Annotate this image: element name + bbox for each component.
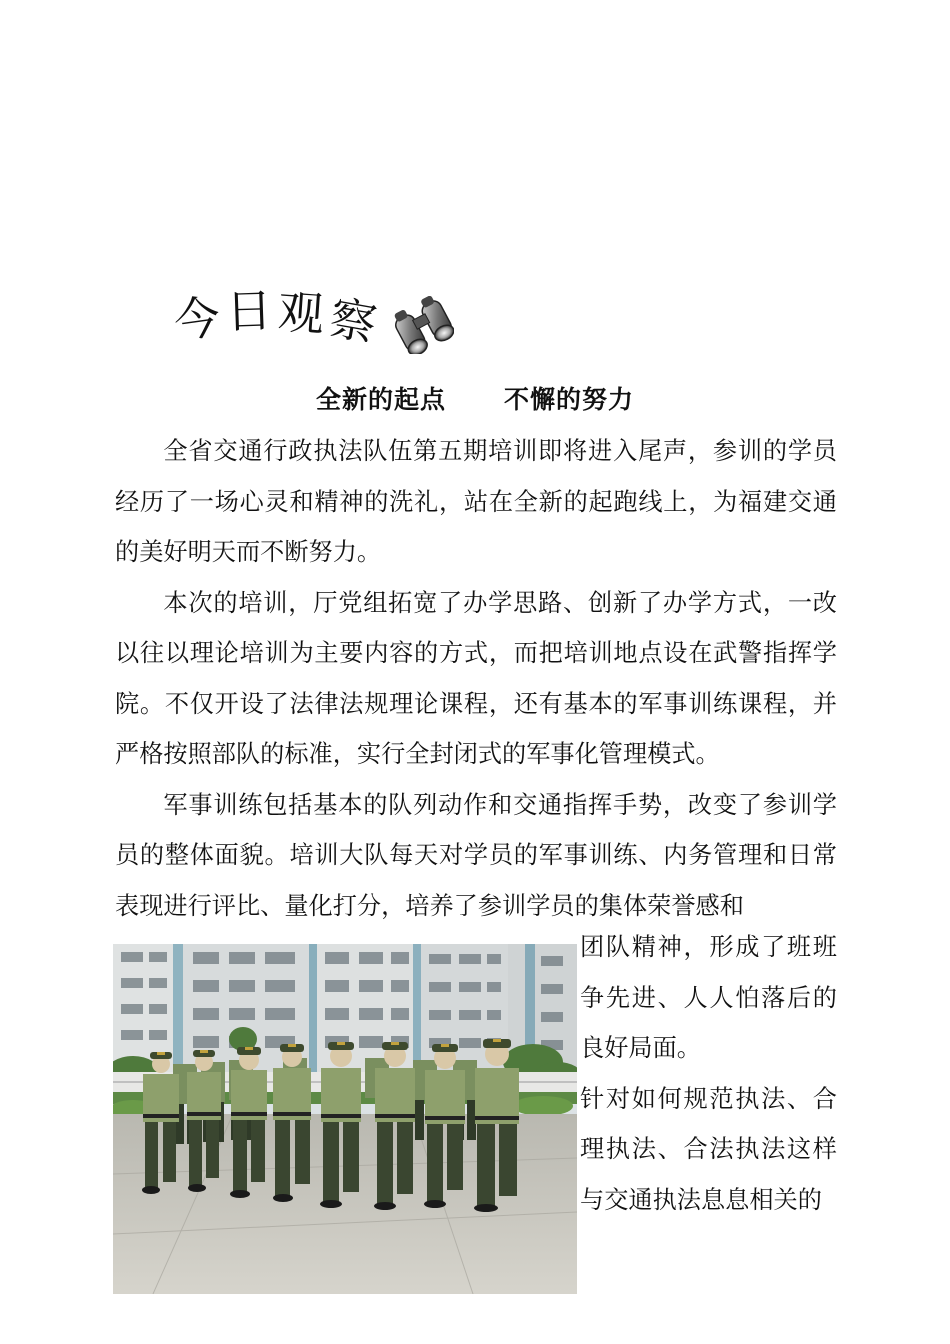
- article-paragraph: 军事训练包括基本的队列动作和交通指挥手势，改变了参训学员的整体面貌。培训大队每天对学员的军事训练、内务管理和日常表现进行评比、量化打分，培养了参训学员的集体荣誉感和: [115, 790, 837, 920]
- article-body: [115, 426, 837, 931]
- article-paragraph-continued: 团队精神，形成了班班争先进、人人怕落后的良好局面。: [580, 933, 837, 1062]
- article-title: [0, 380, 950, 420]
- article-paragraph: 本次的培训，厅党组拓宽了办学思路、创新了办学方式，一改以往以理论培训为主要内容的方式，而把培训地点设在武警指挥学院。不仅开设了法律法规理论课程，还有基本的军事训练课程，并严格按照部队的标准，实行全封闭式的军事化管理模式。: [115, 588, 837, 768]
- marching-trainees-photo: [113, 944, 577, 1294]
- article-side-text: [580, 922, 837, 1225]
- binoculars-icon: [392, 296, 454, 354]
- article-title-part1: 全新的起点: [315, 385, 446, 414]
- section-heading-char: 日: [225, 283, 273, 339]
- article-paragraph: 全省交通行政执法队伍第五期培训即将进入尾声，参训的学员经历了一场心灵和精神的洗礼，站在全新的起跑线上，为福建交通的美好明天而不断努力。: [115, 437, 837, 566]
- section-heading-char: 察: [325, 290, 381, 352]
- section-heading-char: 今: [170, 289, 224, 349]
- section-heading-char: 观: [276, 284, 326, 342]
- article-title-part2: 不懈的努力: [504, 385, 635, 414]
- article-paragraph: 针对如何规范执法、合理执法、合法执法这样与交通执法息息相关的: [580, 1084, 837, 1214]
